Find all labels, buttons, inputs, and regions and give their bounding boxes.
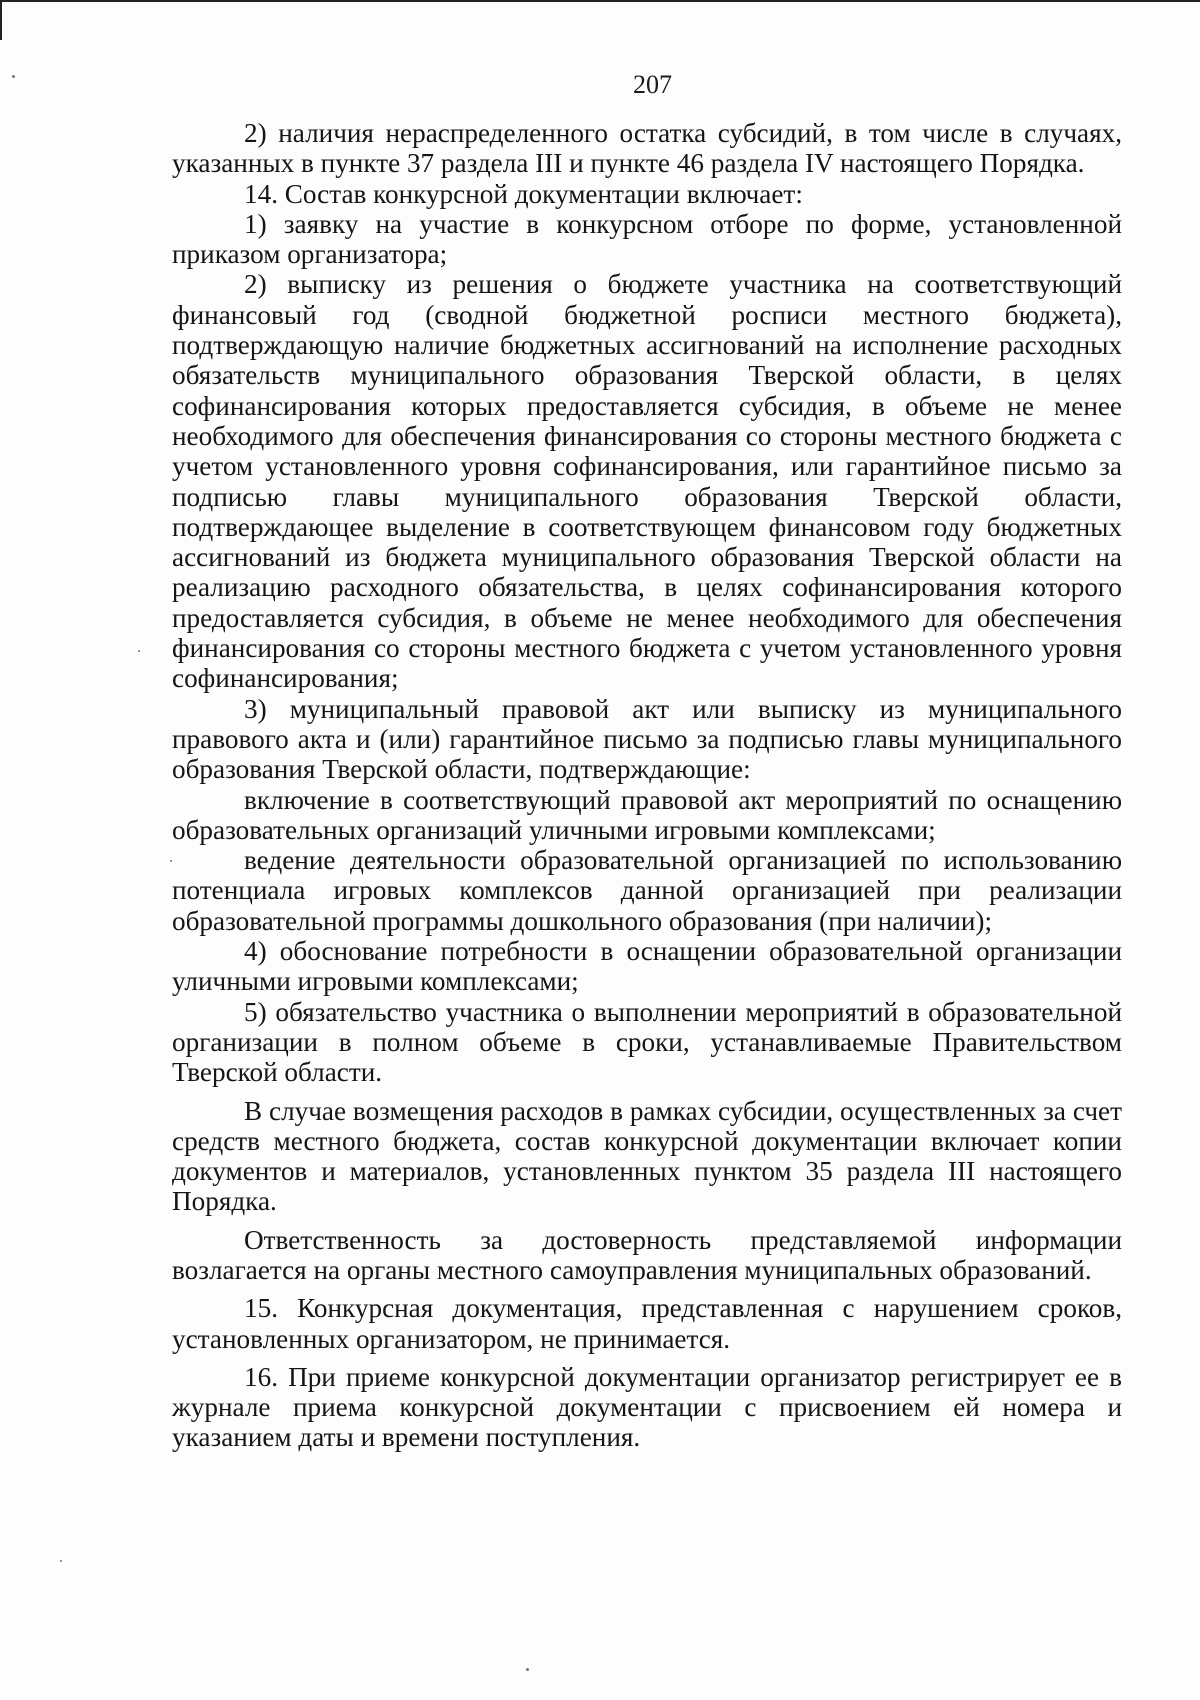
paragraph-reimbursement: В случае возмещения расходов в рамках субсидии, осуществленных за счет средств местного бюджета, состав конкурсной документации включает копии документов и материалов, установленных пунктом 35 раздела III настоящего Порядка. [172,1095,1122,1217]
document-body [172,118,1122,1453]
paragraph-14-item-1: 1) заявку на участие в конкурсном отборе по форме, установленной приказом организатора; [172,208,1122,270]
scan-speck [12,75,15,78]
paragraph-16: 16. При приеме конкурсной документации организатор регистрирует ее в журнале приема конкурсной документации с присвоением ей номера и указанием даты и времени поступления. [172,1361,1122,1453]
paragraph-14-item-2: 2) выписку из решения о бюджете участника на соответствующий финансовый год (сводной бюджетной росписи местного бюджета), подтверждающую наличие бюджетных ассигнований на исполнение расходных обязательств муниципального образования Тверской области, в целях софинансирования которых предоставляется субсидия, в объеме не менее необходимого для обеспечения финансирования со стороны местного бюджета с учетом установленного уровня софинансирования, или гарантийное письмо за подписью главы муниципального образования Тверской области, подтверждающее выделение в соответствующем финансовом году бюджетных ассигнований из бюджета муниципального образования Тверской области на реализацию расходного обязательства, в целях софинансирования которого предоставляется субсидия, в объеме не менее необходимого для обеспечения финансирования со стороны местного бюджета с учетом установленного уровня софинансирования; [172,269,1122,694]
scan-top-edge [0,0,1200,2]
paragraph-14-item-3-inclusion: включение в соответствующий правовой акт мероприятий по оснащению образовательных организаций уличными игровыми комплексами; [172,784,1122,845]
page-number: 207 [633,70,672,99]
paragraph-14-item-3: 3) муниципальный правовой акт или выписку из муниципального правового акта и (или) гарантийное письмо за подписью главы муниципального образования Тверской области, подтверждающие: [172,693,1122,785]
scan-speck [526,1668,529,1671]
scan-left-edge [0,0,2,40]
paragraph-14-heading: 14. Состав конкурсной документации включает: [244,178,803,209]
scan-speck [170,860,172,862]
scan-speck [138,650,140,652]
paragraph-item-2-remainder: 2) наличия нераспределенного остатка субсидий, в том числе в случаях, указанных в пункте 37 раздела III и пункте 46 раздела IV настоящего Порядка. [172,118,1122,179]
paragraph-14-item-4: 4) обоснование потребности в оснащении образовательной организации уличными игровыми комплексами; [172,936,1122,997]
paragraph-14-item-5: 5) обязательство участника о выполнении мероприятий в образовательной организации в полном объеме в сроки, устанавливаемые Правительством Тверской области. [172,996,1122,1088]
paragraph-14-item-3-activity: ведение деятельности образовательной организацией по использованию потенциала игровых комплексов данной организацией при реализации образовательной программы дошкольного образования (при наличии); [172,845,1122,936]
paragraph-15: 15. Конкурсная документация, представленная с нарушением сроков, установленных организатором, не принимается. [172,1293,1122,1354]
scan-speck [60,1560,62,1562]
paragraph-responsibility: Ответственность за достоверность представляемой информации возлагается на органы местного самоуправления муниципальных образований. [172,1224,1122,1285]
